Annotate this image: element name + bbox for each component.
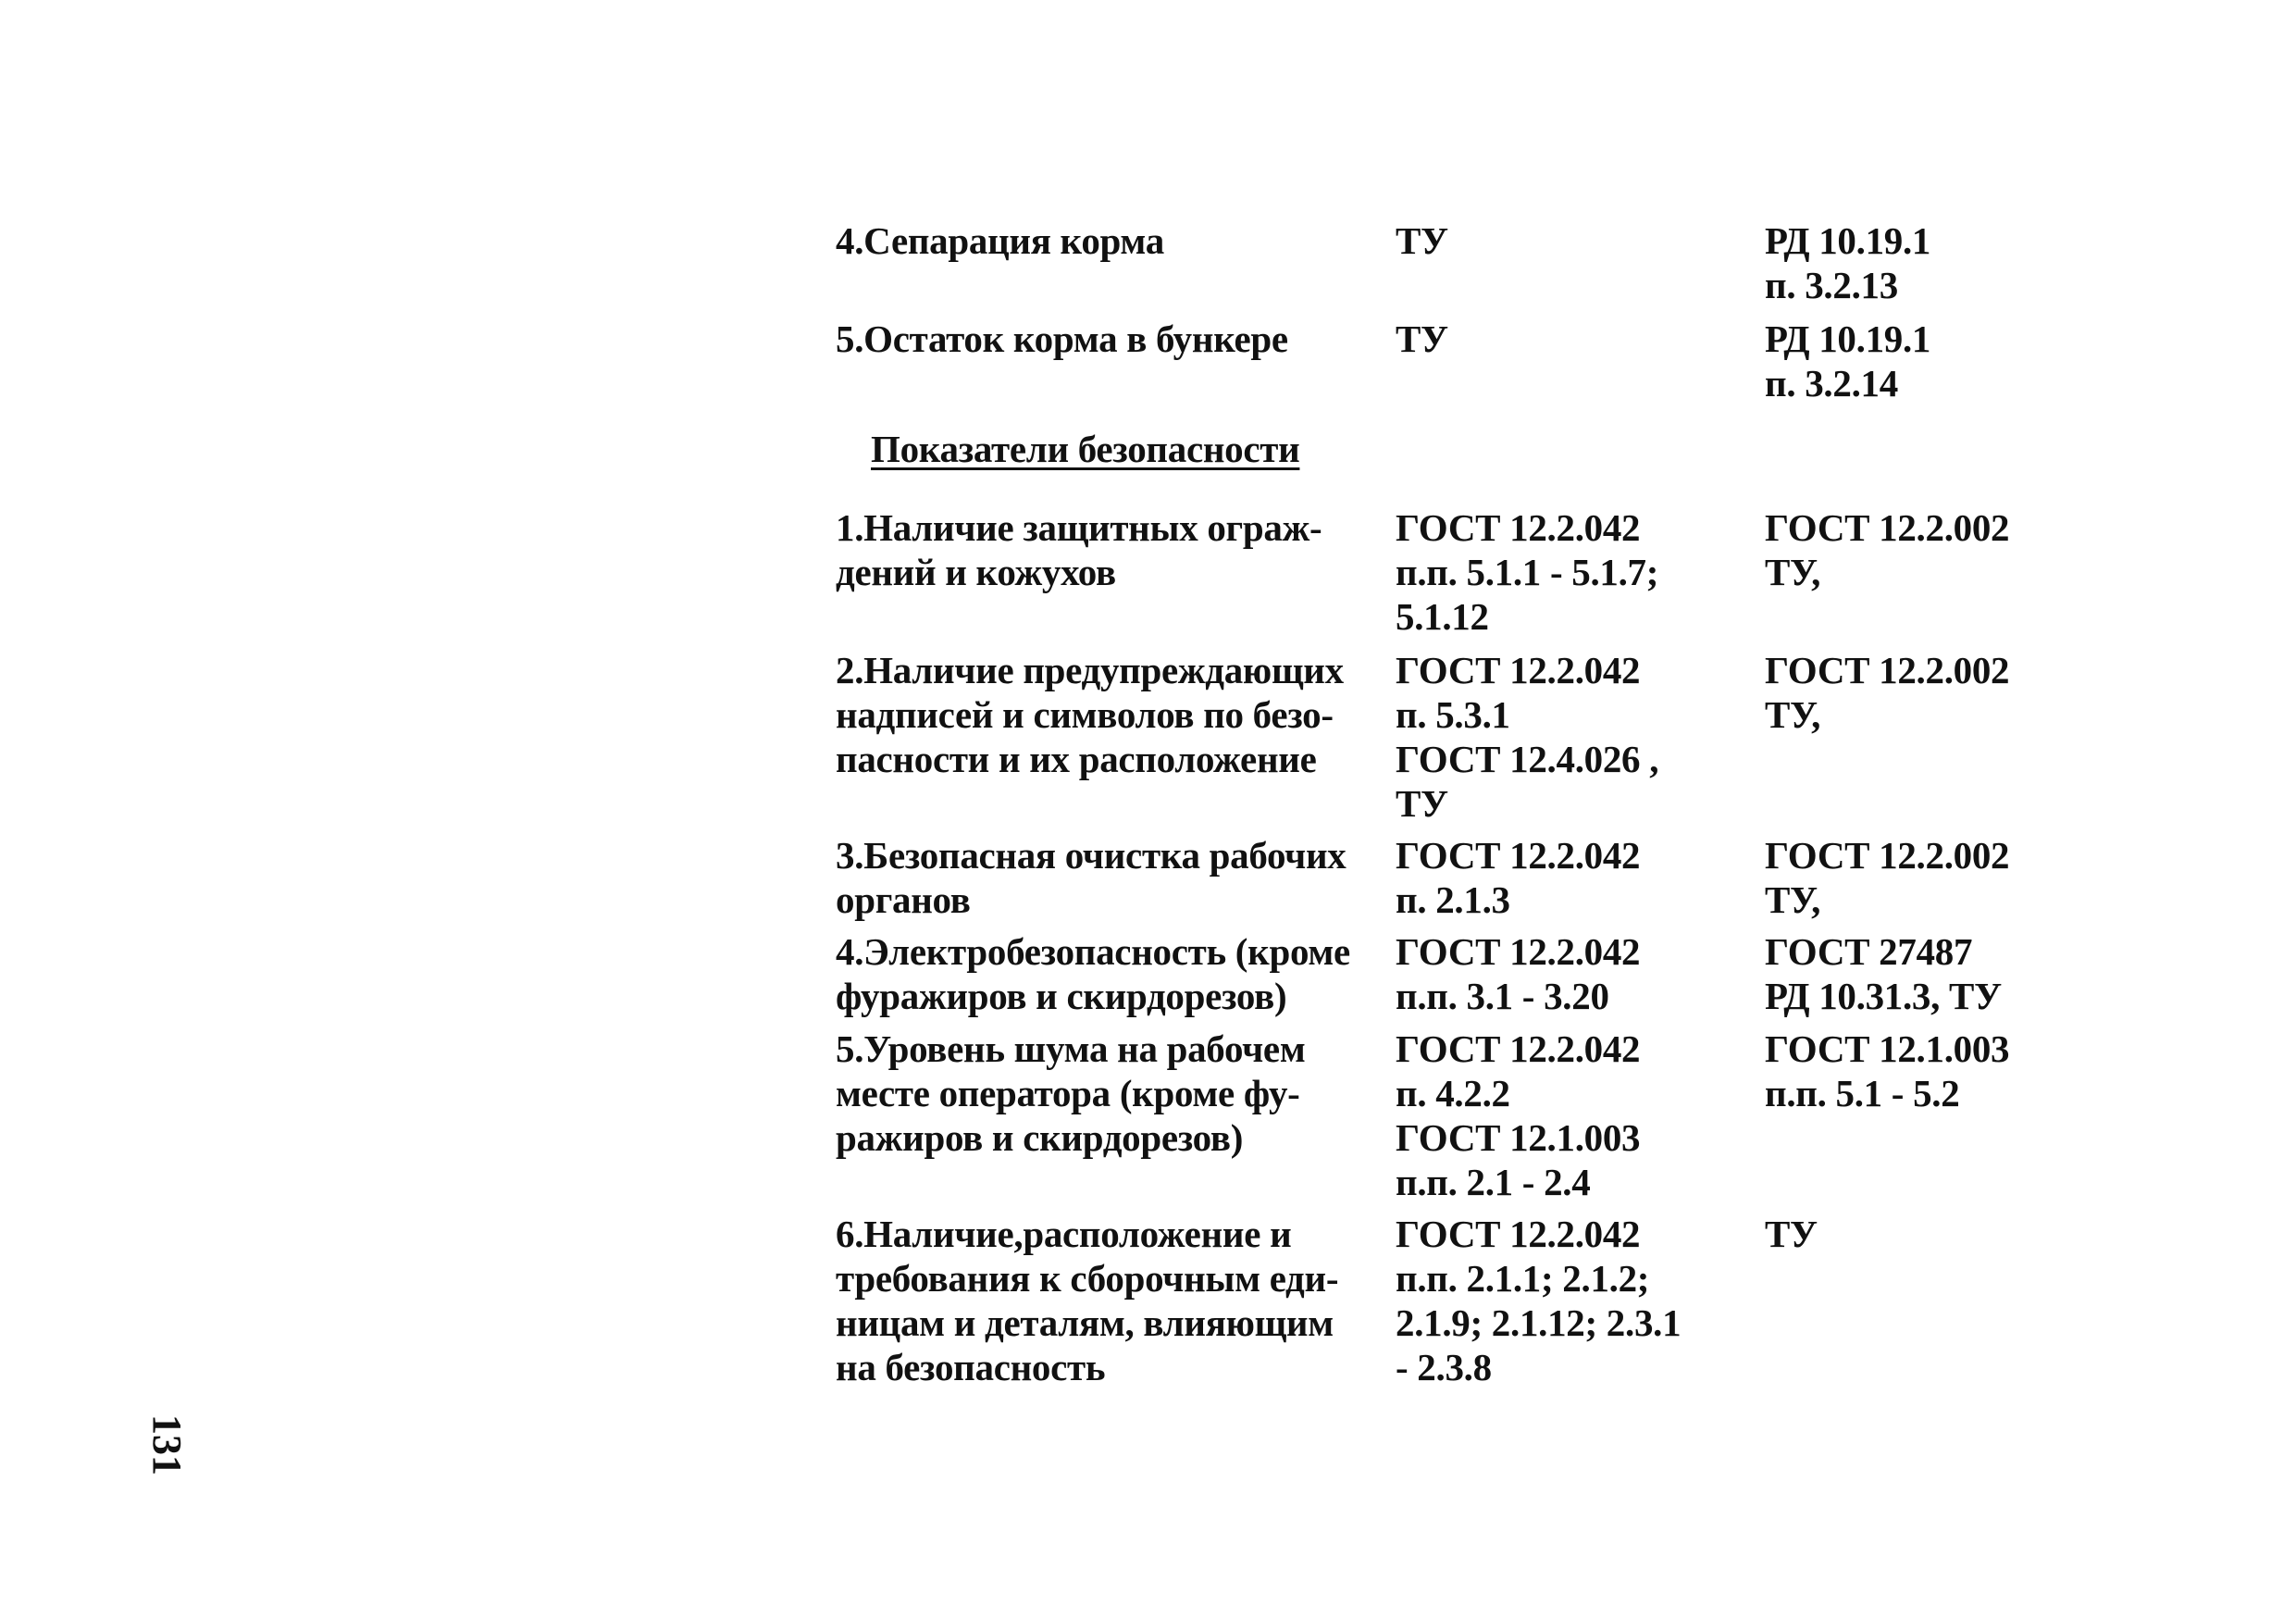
method-cell: РД 10.19.1 п. 3.2.13 xyxy=(1765,219,1931,306)
indicator-cell: 4.Электробезопасность (кроме фуражиров и скирдорезов) xyxy=(836,930,1350,1017)
indicator-cell: 5.Остаток корма в бункере xyxy=(836,317,1288,360)
indicator-cell: 5.Уровень шума на рабочем месте оператора (кроме фу- ражиров и скирдорезов) xyxy=(836,1027,1306,1159)
method-cell: ГОСТ 12.2.002 ТУ, xyxy=(1765,506,2010,593)
method-cell: ГОСТ 12.2.002 ТУ, xyxy=(1765,834,2010,921)
section-heading: Показатели безопасности xyxy=(871,428,1300,470)
method-cell: ГОСТ 12.2.002 ТУ, xyxy=(1765,649,2010,736)
normative-cell: ТУ xyxy=(1396,219,1448,262)
normative-cell: ГОСТ 12.2.042 п. 2.1.3 xyxy=(1396,834,1641,921)
normative-cell: ГОСТ 12.2.042 п.п. 2.1.1; 2.1.2; 2.1.9; 2.1.12; 2.3.1 - 2.3.8 xyxy=(1396,1213,1682,1388)
indicator-cell: 6.Наличие,расположение и требования к сборочным еди- ницам и деталям, влияющим на безопасность xyxy=(836,1213,1339,1388)
normative-cell: ГОСТ 12.2.042 п. 5.3.1 ГОСТ 12.4.026 , ТУ xyxy=(1396,649,1659,825)
indicator-cell: 1.Наличие защитных ограж- дений и кожухов xyxy=(836,506,1322,593)
normative-cell: ГОСТ 12.2.042 п.п. 3.1 - 3.20 xyxy=(1396,930,1641,1017)
normative-cell: ГОСТ 12.2.042 п. 4.2.2 ГОСТ 12.1.003 п.п. 2.1 - 2.4 xyxy=(1396,1027,1641,1203)
method-cell: ГОСТ 12.1.003 п.п. 5.1 - 5.2 xyxy=(1765,1027,2010,1114)
normative-cell: ТУ xyxy=(1396,317,1448,360)
method-cell: ТУ xyxy=(1765,1213,1818,1255)
indicator-cell: 3.Безопасная очистка рабочих органов xyxy=(836,834,1347,921)
method-cell: ГОСТ 27487 РД 10.31.3, ТУ xyxy=(1765,930,2002,1017)
indicator-cell: 2.Наличие предупреждающих надписей и символов по безо- пасности и их расположение xyxy=(836,649,1344,780)
normative-cell: ГОСТ 12.2.042 п.п. 5.1.1 - 5.1.7; 5.1.12 xyxy=(1396,506,1659,638)
method-cell: РД 10.19.1 п. 3.2.14 xyxy=(1765,317,1931,404)
indicator-cell: 4.Сепарация корма xyxy=(836,219,1164,262)
page-number: 131 xyxy=(144,1414,190,1475)
